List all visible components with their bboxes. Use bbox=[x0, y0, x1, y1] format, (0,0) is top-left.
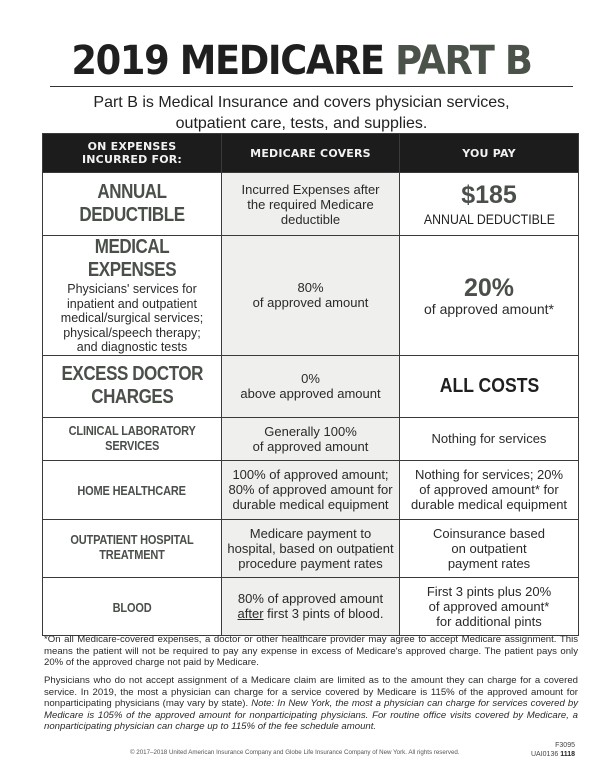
category-cell: EXCESS DOCTOR CHARGES bbox=[43, 355, 222, 417]
pay-cell: Nothing for services bbox=[400, 417, 579, 460]
column-header-you-pay: YOU PAY bbox=[400, 134, 579, 173]
table-row bbox=[43, 173, 579, 236]
coverage-table bbox=[42, 133, 579, 636]
table-row bbox=[43, 355, 579, 417]
title-main: 2019 MEDICARE bbox=[71, 38, 384, 84]
table-row bbox=[43, 417, 579, 460]
category-cell: HOME HEALTHCARE bbox=[43, 460, 222, 519]
limits-footnote: Physicians who do not accept assignment of a Medicare claim are limited as to the amount they can charge for a covered service. In 2019, the most a physician can charge for a service covered by Medicare is 115% of the approved amount for nonparticipating physicians (may vary by state). Note: In New York, the most a physician can charge for services covered by Medicare is 105% of the approved amount for nonparticipating physicians. For routine office visits covered by Medicare, a nonparticipating physician can charge up to 115% of the fee schedule amount. bbox=[44, 675, 579, 733]
column-header-expenses: ON EXPENSES INCURRED FOR: bbox=[43, 134, 222, 173]
table-row bbox=[43, 519, 579, 577]
table-row bbox=[43, 236, 579, 356]
pay-cell: Coinsurance based on outpatient payment rates bbox=[400, 519, 579, 577]
pay-cell: Nothing for services; 20% of approved amount* for durable medical equipment bbox=[400, 460, 579, 519]
covers-cell: 100% of approved amount; 80% of approved amount for durable medical equipment bbox=[222, 460, 400, 519]
covers-cell: Generally 100% of approved amount bbox=[222, 417, 400, 460]
copyright: © 2017–2018 United American Insurance Company and Globe Life Insurance Company of New York. All rights reserved. bbox=[130, 749, 460, 756]
subtitle-line: outpatient care, tests, and supplies. bbox=[175, 115, 428, 132]
title-accent: PART B bbox=[395, 38, 532, 84]
covers-cell: 0% above approved amount bbox=[222, 355, 400, 417]
pay-cell: ALL COSTS bbox=[400, 355, 579, 417]
asterisk-footnote: *On all Medicare-covered expenses, a doctor or other healthcare provider may agree to accept Medicare assignment. This means the patient will not be required to pay any expense in excess of Medicare's approved charge. The patient pays only 20% of the approved charge not paid by Medicare. bbox=[44, 634, 578, 669]
table-row bbox=[43, 577, 579, 635]
covers-cell: 80% of approved amount after first 3 pints of blood. bbox=[222, 577, 400, 635]
column-header-medicare-covers: MEDICARE COVERS bbox=[222, 134, 400, 173]
covers-cell: Incurred Expenses after the required Medicare deductible bbox=[222, 173, 400, 236]
category-cell: BLOOD bbox=[43, 577, 222, 635]
pay-cell: 20% of approved amount* bbox=[400, 236, 579, 356]
pay-cell: First 3 pints plus 20% of approved amount* for additional pints bbox=[400, 577, 579, 635]
category-description: Physicians' services for inpatient and outpatient medical/surgical services; physical/speech therapy; and diagnostic tests bbox=[60, 282, 204, 354]
deductible-amount: $185 bbox=[461, 180, 517, 209]
title-divider bbox=[50, 86, 573, 87]
category-cell: OUTPATIENT HOSPITAL TREATMENT bbox=[43, 519, 222, 577]
table-row bbox=[43, 460, 579, 519]
pay-cell: $185 ANNUAL DEDUCTIBLE bbox=[400, 173, 579, 236]
subtitle bbox=[0, 92, 603, 134]
page-title bbox=[24, 38, 579, 84]
table-header-row bbox=[43, 134, 579, 173]
covers-cell: 80% of approved amount bbox=[222, 236, 400, 356]
covers-cell: Medicare payment to hospital, based on outpatient procedure payment rates bbox=[222, 519, 400, 577]
category-cell: ANNUAL DEDUCTIBLE bbox=[43, 173, 222, 236]
category-cell: CLINICAL LABORATORY SERVICES bbox=[43, 417, 222, 460]
form-number: F3095 UAI0136 1118 bbox=[530, 742, 575, 758]
category-cell: MEDICAL EXPENSES Physicians' services for inpatient and outpatient medical/surgical services; physical/speech therapy; and diagnostic tests bbox=[43, 236, 222, 356]
subtitle-line: Part B is Medical Insurance and covers physician services, bbox=[93, 94, 510, 111]
